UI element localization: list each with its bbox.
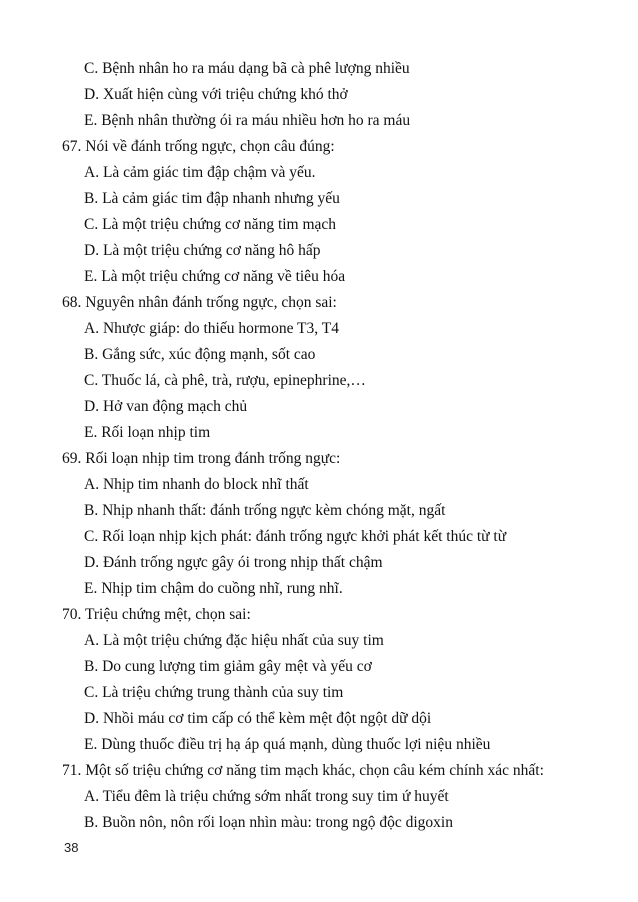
question-71: 71. Một số triệu chứng cơ năng tim mạch khác, chọn câu kém chính xác nhất:	[62, 762, 544, 779]
answer-option: C. Thuốc lá, cà phê, trà, rượu, epinephrine,…	[84, 372, 366, 389]
answer-option: D. Nhồi máu cơ tim cấp có thể kèm mệt đột ngột dữ dội	[84, 710, 432, 727]
page-number: 38	[64, 840, 79, 855]
answer-option: E. Là một triệu chứng cơ năng về tiêu hóa	[84, 268, 346, 285]
question-68: 68. Nguyên nhân đánh trống ngực, chọn sai:	[62, 294, 337, 311]
answer-option: D. Đánh trống ngực gây ói trong nhịp thất chậm	[84, 554, 383, 571]
answer-option: E. Nhịp tim chậm do cuồng nhĩ, rung nhĩ.	[84, 580, 343, 597]
answer-option: A. Là một triệu chứng đặc hiệu nhất của suy tim	[84, 632, 384, 649]
answer-option: A. Tiểu đêm là triệu chứng sớm nhất trong suy tim ứ huyết	[84, 788, 449, 805]
answer-option: B. Là cảm giác tim đập nhanh nhưng yếu	[84, 190, 340, 207]
question-69: 69. Rối loạn nhịp tim trong đánh trống ngực:	[62, 450, 341, 467]
answer-option: E. Bệnh nhân thường ói ra máu nhiều hơn ho ra máu	[84, 112, 411, 129]
answer-option: B. Buồn nôn, nôn rối loạn nhìn màu: trong ngộ độc digoxin	[84, 814, 453, 831]
question-67: 67. Nói về đánh trống ngực, chọn câu đúng:	[62, 138, 335, 155]
answer-option: D. Xuất hiện cùng với triệu chứng khó thở	[84, 86, 348, 103]
answer-option: C. Là triệu chứng trung thành của suy tim	[84, 684, 344, 701]
page-content	[0, 56, 638, 836]
answer-option: D. Hở van động mạch chủ	[84, 398, 248, 415]
answer-option: C. Rối loạn nhịp kịch phát: đánh trống ngực khởi phát kết thúc từ từ	[84, 528, 507, 545]
answer-option: B. Nhịp nhanh thất: đánh trống ngực kèm chóng mặt, ngất	[84, 502, 446, 519]
answer-option: A. Là cảm giác tim đập chậm và yếu.	[84, 164, 316, 181]
answer-option: B. Do cung lượng tim giảm gây mệt và yếu cơ	[84, 658, 372, 675]
answer-option: B. Gắng sức, xúc động mạnh, sốt cao	[84, 346, 316, 363]
answer-option: C. Là một triệu chứng cơ năng tim mạch	[84, 216, 337, 233]
question-70: 70. Triệu chứng mệt, chọn sai:	[62, 606, 251, 623]
answer-option: A. Nhược giáp: do thiếu hormone T3, T4	[84, 320, 339, 337]
answer-option: E. Rối loạn nhịp tim	[84, 424, 211, 441]
answer-option: A. Nhịp tim nhanh do block nhĩ thất	[84, 476, 309, 493]
answer-option: E. Dùng thuốc điều trị hạ áp quá mạnh, dùng thuốc lợi niệu nhiều	[84, 736, 491, 753]
answer-option: C. Bệnh nhân ho ra máu dạng bã cà phê lượng nhiều	[84, 60, 410, 77]
answer-option: D. Là một triệu chứng cơ năng hô hấp	[84, 242, 321, 259]
